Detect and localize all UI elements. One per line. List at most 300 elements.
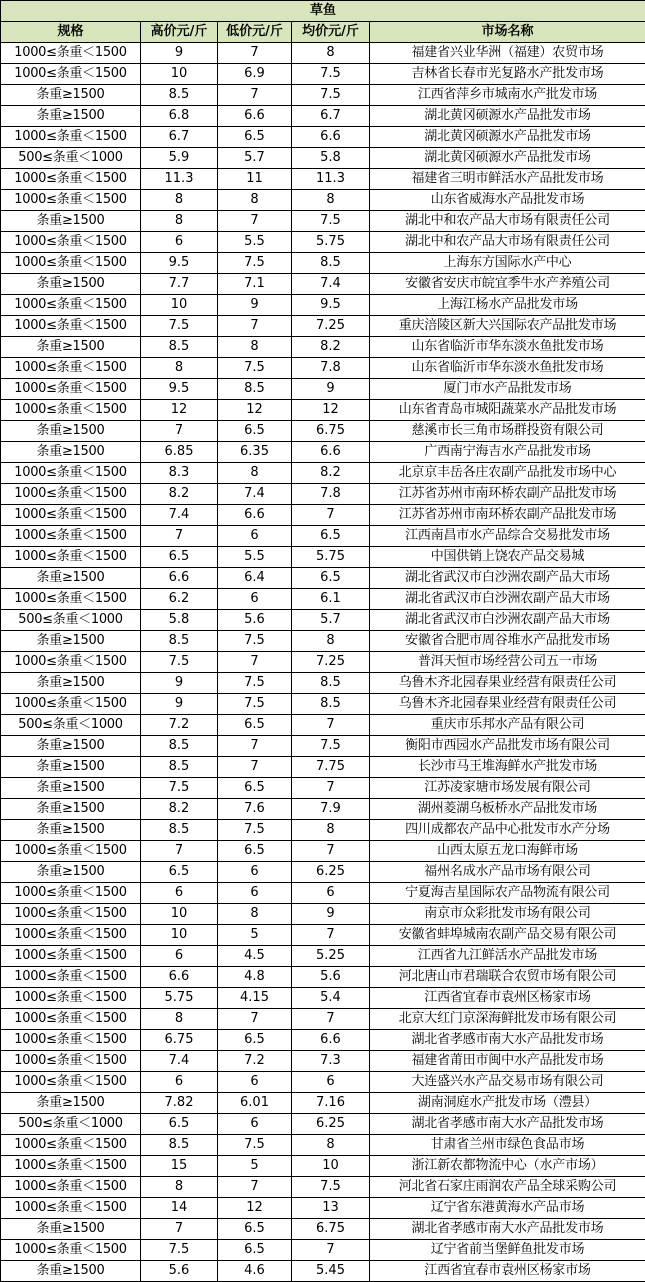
cell-market-name: 江西省萍乡市城南水产批发市场 [370, 85, 645, 106]
cell-low-price: 8 [218, 463, 292, 484]
cell-spec: 1000≤条重＜1500 [1, 526, 141, 547]
cell-high-price: 7.7 [141, 274, 218, 295]
cell-spec: 1000≤条重＜1500 [1, 1135, 141, 1156]
cell-avg-price: 10 [292, 1156, 370, 1177]
cell-market-name: 福州名成水产品市场有限公司 [370, 862, 645, 883]
cell-market-name: 辽宁省东港黄海水产品市场 [370, 1198, 645, 1219]
cell-low-price: 7.5 [218, 253, 292, 274]
cell-avg-price: 7.8 [292, 484, 370, 505]
cell-spec: 500≤条重＜1000 [1, 715, 141, 736]
table-row [1, 295, 645, 316]
cell-avg-price: 6 [292, 883, 370, 904]
cell-market-name: 湖北黄冈硕源水产品批发市场 [370, 148, 645, 169]
cell-high-price: 6.6 [141, 568, 218, 589]
table-row [1, 526, 645, 547]
table-row [1, 274, 645, 295]
cell-market-name: 湖北中和农产品大市场有限责任公司 [370, 211, 645, 232]
cell-spec: 1000≤条重＜1500 [1, 358, 141, 379]
cell-avg-price: 6.1 [292, 589, 370, 610]
cell-avg-price: 9 [292, 904, 370, 925]
table-row [1, 715, 645, 736]
table-row [1, 631, 645, 652]
cell-spec: 1000≤条重＜1500 [1, 883, 141, 904]
cell-spec: 条重≥1500 [1, 631, 141, 652]
cell-avg-price: 9.5 [292, 295, 370, 316]
cell-low-price: 7 [218, 43, 292, 64]
cell-high-price: 8 [141, 358, 218, 379]
cell-high-price: 6 [141, 1072, 218, 1093]
cell-high-price: 10 [141, 64, 218, 85]
cell-avg-price: 7 [292, 715, 370, 736]
table-row [1, 1135, 645, 1156]
cell-avg-price: 9 [292, 379, 370, 400]
cell-low-price: 7.4 [218, 484, 292, 505]
header-low-price: 低价元/斤 [218, 22, 292, 43]
cell-high-price: 6.7 [141, 127, 218, 148]
table-row [1, 547, 645, 568]
table-row [1, 106, 645, 127]
cell-low-price: 6.35 [218, 442, 292, 463]
table-row [1, 190, 645, 211]
table-row [1, 127, 645, 148]
cell-market-name: 上海东方国际水产中心 [370, 253, 645, 274]
cell-market-name: 辽宁省前当堡鲜鱼批发市场 [370, 1240, 645, 1261]
cell-market-name: 安徽省安庆市皖宜季牛水产养殖公司 [370, 274, 645, 295]
cell-low-price: 6 [218, 1114, 292, 1135]
cell-spec: 条重≥1500 [1, 274, 141, 295]
table-row [1, 1072, 645, 1093]
table-row [1, 652, 645, 673]
cell-avg-price: 7.3 [292, 1051, 370, 1072]
cell-spec: 条重≥1500 [1, 757, 141, 778]
table-row [1, 316, 645, 337]
cell-avg-price: 8 [292, 1135, 370, 1156]
cell-high-price: 7.5 [141, 652, 218, 673]
cell-market-name: 重庆涪陵区新大兴国际农产品批发市场 [370, 316, 645, 337]
table-row [1, 85, 645, 106]
cell-high-price: 5.9 [141, 148, 218, 169]
cell-spec: 1000≤条重＜1500 [1, 1156, 141, 1177]
cell-spec: 条重≥1500 [1, 820, 141, 841]
cell-low-price: 5.6 [218, 610, 292, 631]
cell-high-price: 6.8 [141, 106, 218, 127]
cell-high-price: 7.82 [141, 1093, 218, 1114]
cell-low-price: 6.5 [218, 1240, 292, 1261]
cell-low-price: 7.5 [218, 1135, 292, 1156]
cell-spec: 条重≥1500 [1, 106, 141, 127]
cell-high-price: 9 [141, 694, 218, 715]
cell-high-price: 10 [141, 925, 218, 946]
cell-low-price: 6.5 [218, 127, 292, 148]
cell-market-name: 衡阳市西园水产品批发市场有限公司 [370, 736, 645, 757]
cell-avg-price: 7.25 [292, 316, 370, 337]
cell-market-name: 福建省兴业华洲（福建）农贸市场 [370, 43, 645, 64]
cell-low-price: 7.5 [218, 358, 292, 379]
cell-market-name: 湖北黄冈硕源水产品批发市场 [370, 127, 645, 148]
cell-avg-price: 5.4 [292, 988, 370, 1009]
table-row [1, 820, 645, 841]
cell-market-name: 湖北省武汉市白沙洲农副产品大市场 [370, 568, 645, 589]
cell-spec: 1000≤条重＜1500 [1, 1009, 141, 1030]
cell-market-name: 江西省宜春市袁州区杨家市场 [370, 1261, 645, 1282]
cell-high-price: 8 [141, 190, 218, 211]
cell-market-name: 山西太原五龙口海鲜市场 [370, 841, 645, 862]
table-row [1, 589, 645, 610]
cell-high-price: 5.75 [141, 988, 218, 1009]
cell-avg-price: 6.7 [292, 106, 370, 127]
cell-spec: 1000≤条重＜1500 [1, 904, 141, 925]
cell-avg-price: 6.6 [292, 127, 370, 148]
cell-avg-price: 6.75 [292, 1219, 370, 1240]
cell-spec: 500≤条重＜1000 [1, 148, 141, 169]
cell-spec: 1000≤条重＜1500 [1, 505, 141, 526]
cell-high-price: 8 [141, 1009, 218, 1030]
cell-low-price: 12 [218, 1198, 292, 1219]
cell-spec: 1000≤条重＜1500 [1, 694, 141, 715]
cell-low-price: 7 [218, 211, 292, 232]
cell-avg-price: 8 [292, 190, 370, 211]
cell-low-price: 7.6 [218, 799, 292, 820]
table-row [1, 568, 645, 589]
cell-low-price: 7.5 [218, 694, 292, 715]
cell-avg-price: 8 [292, 820, 370, 841]
cell-high-price: 9.5 [141, 253, 218, 274]
cell-low-price: 4.8 [218, 967, 292, 988]
table-row [1, 463, 645, 484]
cell-avg-price: 8.5 [292, 673, 370, 694]
cell-low-price: 7 [218, 85, 292, 106]
table-title-row [1, 1, 645, 22]
table-row [1, 43, 645, 64]
table-row [1, 148, 645, 169]
cell-market-name: 福建省莆田市闽中水产品批发市场 [370, 1051, 645, 1072]
cell-avg-price: 13 [292, 1198, 370, 1219]
cell-avg-price: 8.2 [292, 463, 370, 484]
cell-spec: 500≤条重＜1000 [1, 1114, 141, 1135]
cell-avg-price: 7.5 [292, 736, 370, 757]
cell-high-price: 6.5 [141, 862, 218, 883]
cell-avg-price: 7.5 [292, 64, 370, 85]
cell-spec: 条重≥1500 [1, 442, 141, 463]
cell-low-price: 4.5 [218, 946, 292, 967]
cell-high-price: 8.5 [141, 757, 218, 778]
cell-low-price: 6 [218, 526, 292, 547]
cell-avg-price: 5.7 [292, 610, 370, 631]
cell-spec: 1000≤条重＜1500 [1, 652, 141, 673]
cell-high-price: 7 [141, 841, 218, 862]
cell-market-name: 湖南洞庭水产批发市场（澧县） [370, 1093, 645, 1114]
cell-high-price: 8.5 [141, 85, 218, 106]
table-row [1, 505, 645, 526]
cell-high-price: 6.5 [141, 547, 218, 568]
cell-spec: 1000≤条重＜1500 [1, 253, 141, 274]
cell-high-price: 6 [141, 232, 218, 253]
cell-high-price: 15 [141, 1156, 218, 1177]
cell-market-name: 广西南宁海吉水产品批发市场 [370, 442, 645, 463]
cell-high-price: 5.8 [141, 610, 218, 631]
cell-avg-price: 8 [292, 43, 370, 64]
cell-avg-price: 7.75 [292, 757, 370, 778]
cell-high-price: 9 [141, 673, 218, 694]
cell-market-name: 中国供销上饶农产品交易城 [370, 547, 645, 568]
cell-market-name: 湖北省武汉市白沙洲农副产品大市场 [370, 610, 645, 631]
table-row [1, 358, 645, 379]
cell-market-name: 四川成都农产品中心批发市水产分场 [370, 820, 645, 841]
cell-spec: 1000≤条重＜1500 [1, 946, 141, 967]
cell-market-name: 北京大红门京深海鲜批发市场有限公司 [370, 1009, 645, 1030]
cell-high-price: 7.4 [141, 505, 218, 526]
cell-spec: 1000≤条重＜1500 [1, 316, 141, 337]
table-row [1, 1219, 645, 1240]
cell-avg-price: 6.75 [292, 421, 370, 442]
header-high-price: 高价元/斤 [141, 22, 218, 43]
header-avg-price: 均价元/斤 [292, 22, 370, 43]
cell-high-price: 10 [141, 904, 218, 925]
cell-spec: 1000≤条重＜1500 [1, 1072, 141, 1093]
table-row [1, 379, 645, 400]
cell-market-name: 大连盛兴水产品交易市场有限公司 [370, 1072, 645, 1093]
cell-low-price: 7.5 [218, 673, 292, 694]
cell-low-price: 6 [218, 862, 292, 883]
cell-high-price: 7 [141, 421, 218, 442]
cell-market-name: 江西南昌市水产品综合交易批发市场 [370, 526, 645, 547]
cell-market-name: 宁夏海吉星国际农产品物流有限公司 [370, 883, 645, 904]
cell-market-name: 甘肃省兰州市绿色食品市场 [370, 1135, 645, 1156]
cell-spec: 条重≥1500 [1, 1219, 141, 1240]
cell-avg-price: 6.5 [292, 568, 370, 589]
cell-spec: 条重≥1500 [1, 568, 141, 589]
cell-low-price: 5.7 [218, 148, 292, 169]
cell-avg-price: 8.5 [292, 253, 370, 274]
cell-spec: 1000≤条重＜1500 [1, 967, 141, 988]
cell-low-price: 7 [218, 1177, 292, 1198]
cell-high-price: 6.2 [141, 589, 218, 610]
cell-spec: 1000≤条重＜1500 [1, 463, 141, 484]
cell-high-price: 6.85 [141, 442, 218, 463]
table-row [1, 421, 645, 442]
cell-low-price: 5.5 [218, 232, 292, 253]
cell-low-price: 6.5 [218, 1219, 292, 1240]
cell-market-name: 长沙市马王堆海鲜水产批发市场 [370, 757, 645, 778]
cell-avg-price: 8 [292, 631, 370, 652]
table-row [1, 1177, 645, 1198]
cell-low-price: 7.2 [218, 1051, 292, 1072]
cell-avg-price: 7.5 [292, 211, 370, 232]
cell-spec: 1000≤条重＜1500 [1, 1051, 141, 1072]
cell-market-name: 乌鲁木齐北园春果业经营有限责任公司 [370, 694, 645, 715]
cell-market-name: 慈溪市长三角市场群投资有限公司 [370, 421, 645, 442]
table-row [1, 442, 645, 463]
table-row [1, 1156, 645, 1177]
cell-avg-price: 7.16 [292, 1093, 370, 1114]
table-row [1, 988, 645, 1009]
cell-spec: 1000≤条重＜1500 [1, 1198, 141, 1219]
cell-spec: 条重≥1500 [1, 799, 141, 820]
cell-high-price: 8.5 [141, 736, 218, 757]
cell-low-price: 9 [218, 295, 292, 316]
cell-avg-price: 7.25 [292, 652, 370, 673]
cell-market-name: 江苏省苏州市南环桥农副产品批发市场 [370, 505, 645, 526]
cell-low-price: 7 [218, 1009, 292, 1030]
table-row [1, 946, 645, 967]
cell-low-price: 8 [218, 190, 292, 211]
table-row [1, 757, 645, 778]
table-row [1, 1198, 645, 1219]
cell-spec: 1000≤条重＜1500 [1, 988, 141, 1009]
table-row [1, 484, 645, 505]
cell-spec: 1000≤条重＜1500 [1, 547, 141, 568]
cell-high-price: 6 [141, 946, 218, 967]
table-title: 草鱼 [1, 1, 645, 22]
cell-avg-price: 6.25 [292, 862, 370, 883]
cell-spec: 1000≤条重＜1500 [1, 169, 141, 190]
cell-high-price: 8.5 [141, 337, 218, 358]
cell-market-name: 北京京丰岳各庄农副产品批发市场中心 [370, 463, 645, 484]
table-row [1, 253, 645, 274]
cell-avg-price: 7.5 [292, 85, 370, 106]
cell-low-price: 6.5 [218, 715, 292, 736]
cell-high-price: 6.5 [141, 1114, 218, 1135]
cell-low-price: 8.5 [218, 379, 292, 400]
cell-spec: 1000≤条重＜1500 [1, 925, 141, 946]
cell-high-price: 7.5 [141, 778, 218, 799]
table-row [1, 211, 645, 232]
cell-high-price: 7.5 [141, 316, 218, 337]
cell-avg-price: 6.6 [292, 442, 370, 463]
table-row [1, 169, 645, 190]
cell-low-price: 6.6 [218, 505, 292, 526]
cell-high-price: 8.2 [141, 484, 218, 505]
table-row [1, 673, 645, 694]
cell-market-name: 乌鲁木齐北园春果业经营有限责任公司 [370, 673, 645, 694]
table-row [1, 1240, 645, 1261]
cell-high-price: 8.5 [141, 820, 218, 841]
cell-market-name: 南京市众彩批发市场有限公司 [370, 904, 645, 925]
cell-avg-price: 12 [292, 400, 370, 421]
cell-high-price: 10 [141, 295, 218, 316]
cell-low-price: 6 [218, 1072, 292, 1093]
cell-spec: 1000≤条重＜1500 [1, 484, 141, 505]
cell-low-price: 6 [218, 883, 292, 904]
table-row [1, 1261, 645, 1282]
cell-market-name: 上海江杨水产品批发市场 [370, 295, 645, 316]
cell-market-name: 厦门市水产品批发市场 [370, 379, 645, 400]
table-row [1, 64, 645, 85]
cell-avg-price: 7.9 [292, 799, 370, 820]
cell-low-price: 6.4 [218, 568, 292, 589]
cell-high-price: 11.3 [141, 169, 218, 190]
cell-market-name: 湖北省孝感市南大水产品批发市场 [370, 1114, 645, 1135]
cell-low-price: 7 [218, 316, 292, 337]
table-row [1, 1030, 645, 1051]
table-header-row [1, 22, 645, 43]
cell-low-price: 6.5 [218, 1030, 292, 1051]
cell-spec: 1000≤条重＜1500 [1, 1177, 141, 1198]
cell-avg-price: 6.25 [292, 1114, 370, 1135]
cell-low-price: 12 [218, 400, 292, 421]
cell-low-price: 5.5 [218, 547, 292, 568]
cell-spec: 条重≥1500 [1, 1093, 141, 1114]
cell-avg-price: 7 [292, 925, 370, 946]
cell-market-name: 湖州菱湖乌板桥水产品批发市场 [370, 799, 645, 820]
cell-high-price: 8 [141, 211, 218, 232]
cell-avg-price: 6 [292, 1072, 370, 1093]
cell-spec: 条重≥1500 [1, 85, 141, 106]
cell-low-price: 4.15 [218, 988, 292, 1009]
cell-high-price: 8.2 [141, 799, 218, 820]
cell-spec: 1000≤条重＜1500 [1, 589, 141, 610]
cell-low-price: 8 [218, 337, 292, 358]
cell-market-name: 湖北省孝感市南大水产品批发市场 [370, 1219, 645, 1240]
header-market-name: 市场名称 [370, 22, 645, 43]
cell-high-price: 8.5 [141, 631, 218, 652]
table-row [1, 883, 645, 904]
cell-low-price: 7.1 [218, 274, 292, 295]
cell-market-name: 河北省石家庄雨润农产品全球采购公司 [370, 1177, 645, 1198]
cell-high-price: 7.5 [141, 1240, 218, 1261]
cell-low-price: 7.5 [218, 820, 292, 841]
table-row [1, 400, 645, 421]
cell-market-name: 江西省宜春市袁州区杨家市场 [370, 988, 645, 1009]
cell-low-price: 6.5 [218, 778, 292, 799]
cell-low-price: 6.5 [218, 421, 292, 442]
table-row [1, 610, 645, 631]
cell-low-price: 6.5 [218, 841, 292, 862]
cell-low-price: 7 [218, 757, 292, 778]
cell-high-price: 7.2 [141, 715, 218, 736]
cell-spec: 500≤条重＜1000 [1, 610, 141, 631]
cell-spec: 条重≥1500 [1, 1261, 141, 1282]
cell-market-name: 江苏凌家塘市场发展有限公司 [370, 778, 645, 799]
cell-spec: 条重≥1500 [1, 862, 141, 883]
cell-market-name: 吉林省长春市光复路水产批发市场 [370, 64, 645, 85]
cell-market-name: 江苏省苏州市南环桥农副产品批发市场 [370, 484, 645, 505]
cell-market-name: 湖北省武汉市白沙洲农副产品大市场 [370, 589, 645, 610]
cell-avg-price: 11.3 [292, 169, 370, 190]
table-row [1, 1114, 645, 1135]
cell-avg-price: 5.6 [292, 967, 370, 988]
cell-low-price: 7 [218, 736, 292, 757]
cell-high-price: 5.6 [141, 1261, 218, 1282]
cell-high-price: 9 [141, 43, 218, 64]
cell-high-price: 6 [141, 883, 218, 904]
table-row [1, 904, 645, 925]
cell-high-price: 7 [141, 1219, 218, 1240]
cell-market-name: 山东省临沂市华东淡水鱼批发市场 [370, 358, 645, 379]
cell-avg-price: 7 [292, 1009, 370, 1030]
cell-spec: 1000≤条重＜1500 [1, 400, 141, 421]
cell-market-name: 安徽省蚌埠城南农副产品交易有限公司 [370, 925, 645, 946]
cell-market-name: 湖北黄冈硕源水产品批发市场 [370, 106, 645, 127]
cell-market-name: 安徽省合肥市周谷堆水产品批发市场 [370, 631, 645, 652]
cell-avg-price: 7 [292, 778, 370, 799]
cell-avg-price: 8.5 [292, 694, 370, 715]
cell-spec: 1000≤条重＜1500 [1, 232, 141, 253]
cell-spec: 条重≥1500 [1, 421, 141, 442]
cell-low-price: 7 [218, 652, 292, 673]
cell-high-price: 6.75 [141, 1030, 218, 1051]
cell-high-price: 9.5 [141, 379, 218, 400]
table-row [1, 337, 645, 358]
cell-high-price: 7.4 [141, 1051, 218, 1072]
cell-spec: 1000≤条重＜1500 [1, 295, 141, 316]
cell-avg-price: 5.25 [292, 946, 370, 967]
cell-spec: 条重≥1500 [1, 736, 141, 757]
table-row [1, 1051, 645, 1072]
cell-avg-price: 5.8 [292, 148, 370, 169]
cell-avg-price: 7.5 [292, 1177, 370, 1198]
cell-avg-price: 7 [292, 1240, 370, 1261]
